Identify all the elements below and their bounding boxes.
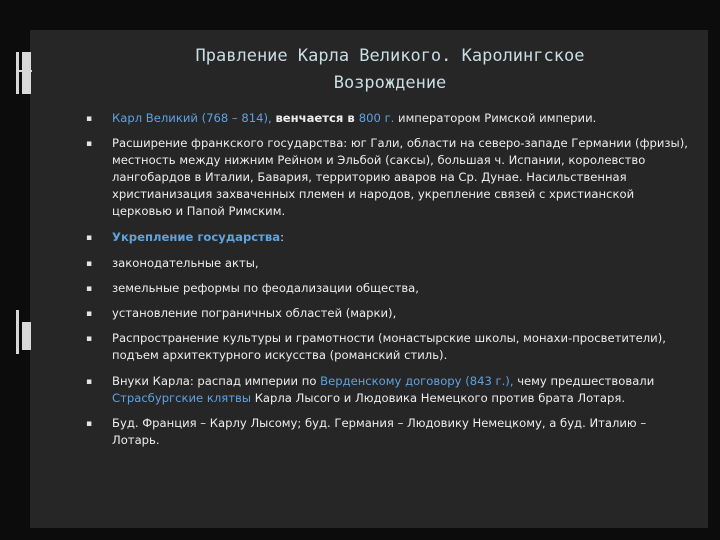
bullet-icon: ▪ [86, 419, 93, 429]
bullet-icon: ▪ [86, 233, 93, 243]
frame-right-bar [708, 0, 720, 540]
bullet-icon: ▪ [86, 334, 93, 344]
highlighted-text: Карл Великий (768 – 814), [112, 111, 276, 125]
text-segment: Внуки Карла: распад империи по [112, 374, 321, 388]
text-segment: Буд. Франция – Карлу Лысому; буд. Германия – Людовику Немецкому, а буд. Италию – Лотарь. [112, 416, 647, 447]
list-item [84, 373, 694, 407]
text-segment: императором Римской империи. [394, 111, 597, 125]
list-item [84, 415, 694, 449]
item-text [112, 230, 284, 244]
bullet-icon: ▪ [86, 309, 93, 319]
item-text [112, 331, 666, 362]
deco-line [22, 52, 31, 94]
text-segment: Карла Лысого и Людовика Немецкого против брата Лотаря. [251, 391, 626, 405]
deco-line [16, 52, 19, 94]
text-segment: Распространение культуры и грамотности (монастырские школы, монахи-просветители), подъем архитектурного искусства (романский стиль). [112, 331, 666, 362]
item-text [112, 281, 419, 295]
list-item [84, 280, 694, 297]
text-segment: установление пограничных областей (марки), [112, 306, 397, 320]
text-segment: земельные реформы по феодализации общества, [112, 281, 419, 295]
text-segment: Расширение франкского государства: юг Гали, области на северо-западе Германии (фризы), местность между нижним Рейном и Эльбой (саксы), большая ч. Испании, королевство лангобардов в Италии, Бавария, территорию аваров на Ср. Дунае. Насильственная христианизация захваченных племен и народов, укрепление связей с христианской церковью и Папой Римским. [112, 136, 688, 218]
list-item [84, 255, 694, 272]
list-item [84, 229, 694, 246]
item-text [112, 111, 596, 125]
text-segment: законодательные акты, [112, 256, 259, 270]
text-segment: : [280, 230, 284, 244]
item-text [112, 374, 654, 405]
list-item [84, 110, 694, 127]
item-text [112, 256, 259, 270]
text-segment: венчается в [275, 111, 359, 125]
bullet-list [84, 110, 694, 449]
bullet-icon: ▪ [86, 114, 93, 124]
bullet-icon: ▪ [86, 377, 93, 387]
deco-line [22, 322, 31, 350]
title-line: Правление Карла Великого. Каролингское [195, 46, 585, 66]
list-item [84, 305, 694, 322]
bullet-icon: ▪ [86, 139, 93, 149]
text-segment: чему предшествовали [513, 374, 655, 388]
highlighted-text: Верденскому договору (843 г.), [320, 374, 514, 388]
page-title [90, 43, 690, 97]
title-line: Возрождение [333, 73, 447, 93]
frame-bottom-bar [0, 528, 720, 540]
highlighted-text: Страсбургские клятвы [112, 391, 252, 405]
deco-line [16, 70, 32, 72]
bullet-icon: ▪ [86, 259, 93, 269]
deco-line [16, 310, 19, 354]
list-item [84, 330, 694, 364]
item-text [112, 306, 396, 320]
item-text [112, 416, 646, 447]
frame-top-bar [0, 0, 720, 30]
bullet-icon: ▪ [86, 284, 93, 294]
highlighted-text: Укрепление государства [112, 230, 281, 244]
list-item [84, 135, 694, 220]
item-text [112, 136, 688, 218]
highlighted-text: 800 г. [358, 111, 395, 125]
